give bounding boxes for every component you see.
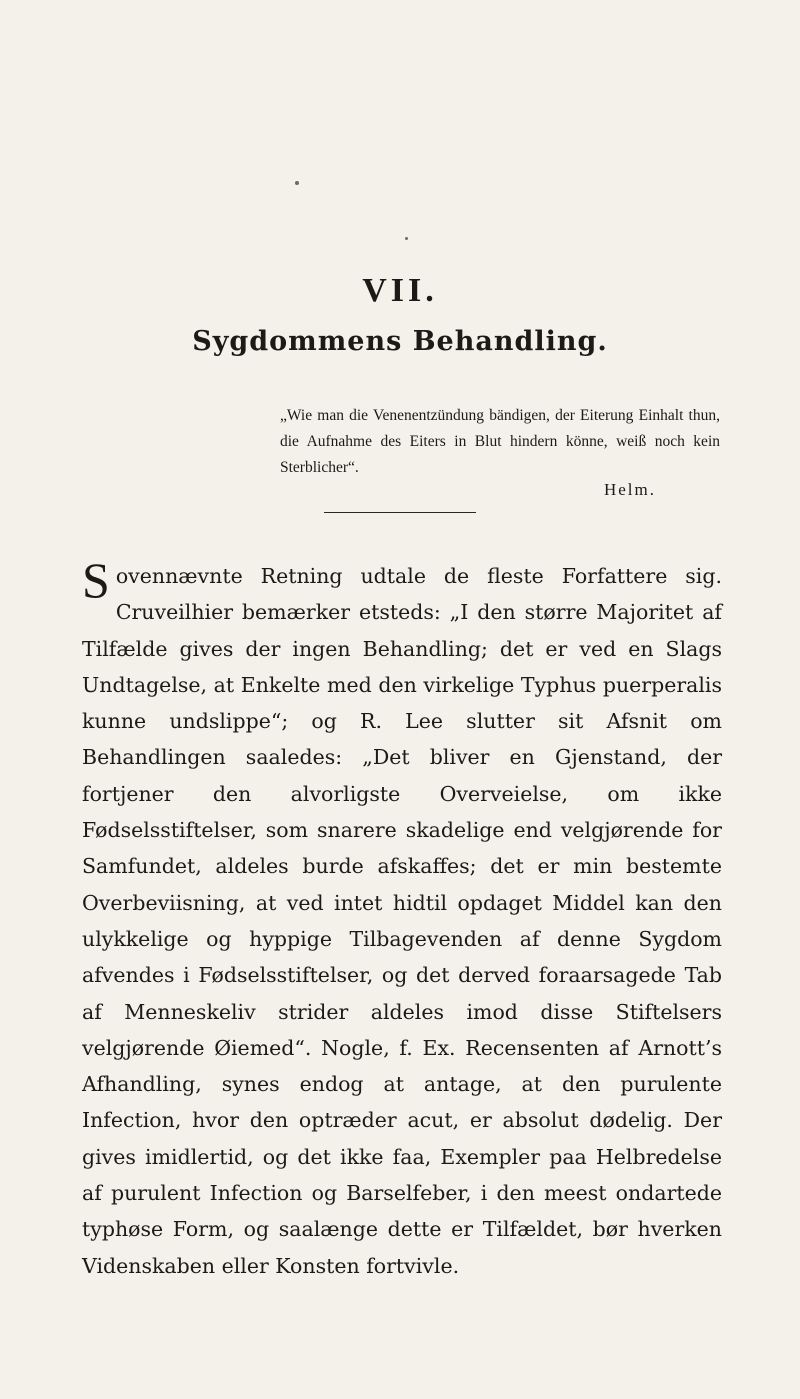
epigraph-author: Helm. xyxy=(603,480,657,499)
drop-initial: S xyxy=(82,552,110,608)
chapter-number: VII. xyxy=(362,272,438,309)
chapter-title: Sygdommens Behandling. xyxy=(192,326,608,357)
section-divider xyxy=(324,512,476,513)
print-speck xyxy=(405,237,408,240)
epigraph-quote: „Wie man die Venenentzündung bändigen, der Eiterung Einhalt thun, die Aufnahme des Eiters in Blut hindern könne, weiß noch kein Sterblicher“. xyxy=(280,407,720,476)
body-paragraph xyxy=(82,552,722,1284)
print-speck xyxy=(295,181,299,185)
body-paragraph-text: ovennævnte Retning udtale de fleste Forfattere sig. Cruveilhier bemærker etsteds: „I den større Majoritet af Tilfælde gives der ingen Behandling; det er ved en Slags Undtagelse, at Enkelte med den virkelige Typhus puerperalis kunne undslippe“; og R. Lee slutter sit Afsnit om Behandlingen saaledes: „Det bliver en Gjenstand, der fortjener den alvorligste Overveielse, om ikke Fødselsstiftelser, som snarere skadelige end velgjørende for Samfundet, aldeles burde afskaffes; det er min bestemte Overbeviisning, at ved intet hidtil opdaget Middel kan den ulykkelige og hyppige Tilbagevenden af denne Sygdom afvendes i Fødselsstiftelser, og det derved foraarsagede Tab af Menneskeliv strider aldeles imod disse Stiftelsers velgjørende Øiemed“. Nogle, f. Ex. Recensenten af Arnott’s Afhandling, synes endog at antage, at den purulente Infection, hvor den optræder acut, er absolut dødelig. Der gives imidlertid, og det ikke faa, Exempler paa Helbredelse af purulent Infection og Barselfeber, i den meest ondartede typhøse Form, og saalænge dette er Tilfældet, bør hverken Videnskaben eller Konsten fortvivle. xyxy=(82,564,722,1278)
